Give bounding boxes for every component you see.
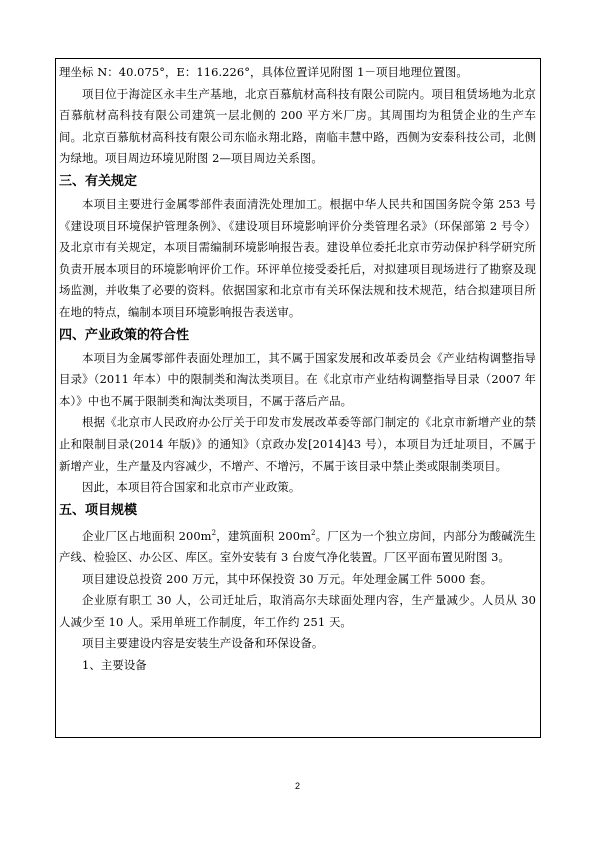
paragraph: 企业原有职工 30 人，公司迁址后，取消高尔夫球面处理内容，生产量减少。人员从 30 人减少至 10 人。采用单班工作制度，年工作约 251 天。 <box>59 593 536 629</box>
document-body <box>59 62 536 677</box>
section-heading: 五、项目规模 <box>59 502 138 518</box>
paragraph <box>59 523 536 569</box>
paragraph: 项目建设总投资 200 万元，其中环保投资 30 万元。年处理金属工件 5000 套。 <box>82 571 493 586</box>
text-run: 。厂区为一个独立房间，内部分为酸碱洗生产线、检验区、办公区、库区。室外安装有 3 台废气净化装置。厂区平面布置见附图 3。 <box>59 528 536 565</box>
section-heading: 三、有关规定 <box>59 173 138 189</box>
superscript: 2 <box>311 528 316 537</box>
page-number: 2 <box>294 781 300 791</box>
text-run: 企业厂区占地面积 200m <box>82 528 212 543</box>
section-heading: 四、产业政策的符合性 <box>59 327 190 343</box>
paragraph: 因此，本项目符合国家和北京市产业政策。 <box>82 480 301 495</box>
superscript: 2 <box>211 528 217 537</box>
content-frame <box>55 58 541 738</box>
paragraph: 本项目主要进行金属零部件表面清洗处理加工。根据中华人民共和国国务院令第 253 号《建设项目环境保护管理条例》、《建设项目环境影响评价分类管理名录》（环保部第 2 号令）及北京市有关规定，本项目需编制环境影响报告表。建设单位委托北京市劳动保护科学研究所负责开展本项目的环境影响评价工作。环评单位接受委托后，对拟建项目现场进行了勘察及现场监测，并收集了必要的资料。依据国家和北京市有关环保法规和技术规范，结合拟建项目所在地的特点，编制本项目环境影响报告表送审。 <box>59 196 536 319</box>
paragraph: 项目主要建设内容是安装生产设备和环保设备。 <box>82 636 324 651</box>
paragraph: 根据《北京市人民政府办公厅关于印发市发展改革委等部门制定的《北京市新增产业的禁止和限制目录(2014 年版)》的通知》（京政办发[2014]43 号），本项目为迁址项目，不属于新增产业，生产量及内容减少，不增产、不增污，不属于该目录中禁止类或限制类项目。 <box>59 415 536 473</box>
text-run: ，建筑面积 200m <box>216 528 312 543</box>
paragraph: 本项目为金属零部件表面处理加工，其不属于国家发展和改革委员会《产业结构调整指导目录》（2011 年本）中的限制类和淘汰类项目。在《北京市产业结构调整指导目录（2007 年本）》中也不属于限制类和淘汰类项目，不属于落后产品。 <box>59 350 536 408</box>
paragraph: 理坐标 N：40.075°，E：116.226°，具体位置详见附图 1－项目地理位置图。 <box>59 65 468 79</box>
subheading: 1、主要设备 <box>82 658 147 673</box>
paragraph: 项目位于海淀区永丰生产基地，北京百慕航材高科技有限公司院内。项目租赁场地为北京百慕航材高科技有限公司建筑一层北侧的 200 平方米厂房。其周围均为租赁企业的生产车间。北京百慕航材高科技有限公司东临永翔北路，南临丰慧中路，西侧为安泰科技公司，北侧为绿地。项目周边环境见附图 2—项目周边关系图。 <box>59 86 536 166</box>
